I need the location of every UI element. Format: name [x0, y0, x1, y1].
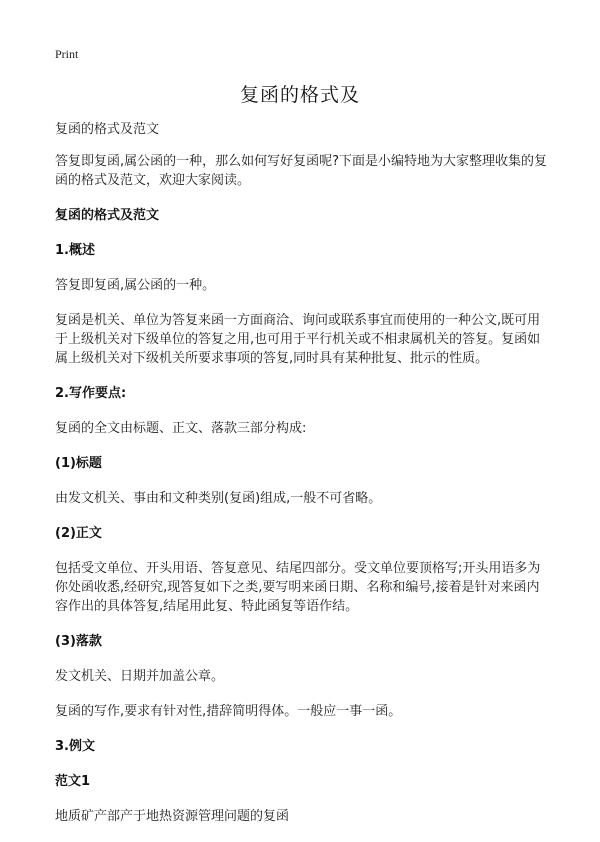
writing-points-heading: 2.写作要点: [55, 386, 127, 401]
body-subheading: (2)正文 [55, 526, 102, 541]
sample-title: 地质矿产部产于地热资源管理问题的复函 [55, 809, 290, 824]
overview-paragraph-1: 答复即复函,属公函的一种。 [55, 278, 216, 293]
body-paragraph: 包括受文单位、开头用语、答复意见、结尾四部分。受文单位要顶格写;开头用语多为你处函收悉,经研究,现答复如下之类,要写明来函日期、名称和编号,接着是针对来函内容作出的具体答复,结尾用此复、特此函复等语作结。 [55, 561, 541, 614]
overview-heading: 1.概述 [55, 243, 95, 258]
intro-subtitle: 复函的格式及范文 [55, 122, 160, 137]
page-title: 复函的格式及 [239, 84, 360, 106]
title-paragraph: 由发文机关、事由和文种类别(复函)组成,一般不可省略。 [55, 491, 382, 506]
intro-text: 答复即复函,属公函的一种，那么如何写好复函呢?下面是小编特地为大家整理收集的复函的格式及范文，欢迎大家阅读。 [55, 154, 548, 188]
signature-paragraph: 发文机关、日期并加盖公章。 [55, 669, 225, 684]
sample-heading: 范文1 [55, 774, 91, 789]
print-label: Print [55, 47, 79, 61]
document-body [55, 120, 550, 842]
signature-subheading: (3)落款 [55, 634, 102, 649]
overview-paragraph-2: 复函是机关、单位为答复来函一方面商洽、询问或联系事宜而使用的一种公文,既可用于上级机关对下级单位的答复之用,也可用于平行机关或不相隶属机关的答复。复函如属上级机关对下级机关所要求事项的答复,同时具有某种批复、批示的性质。 [55, 313, 541, 366]
writing-points-paragraph: 复函的全文由标题、正文、落款三部分构成: [55, 421, 307, 436]
note-paragraph: 复函的写作,要求有针对性,措辞简明得体。一般应一事一函。 [55, 704, 402, 719]
main-heading: 复函的格式及范文 [55, 208, 160, 223]
title-subheading: (1)标题 [55, 456, 102, 471]
example-heading: 3.例文 [55, 739, 95, 754]
